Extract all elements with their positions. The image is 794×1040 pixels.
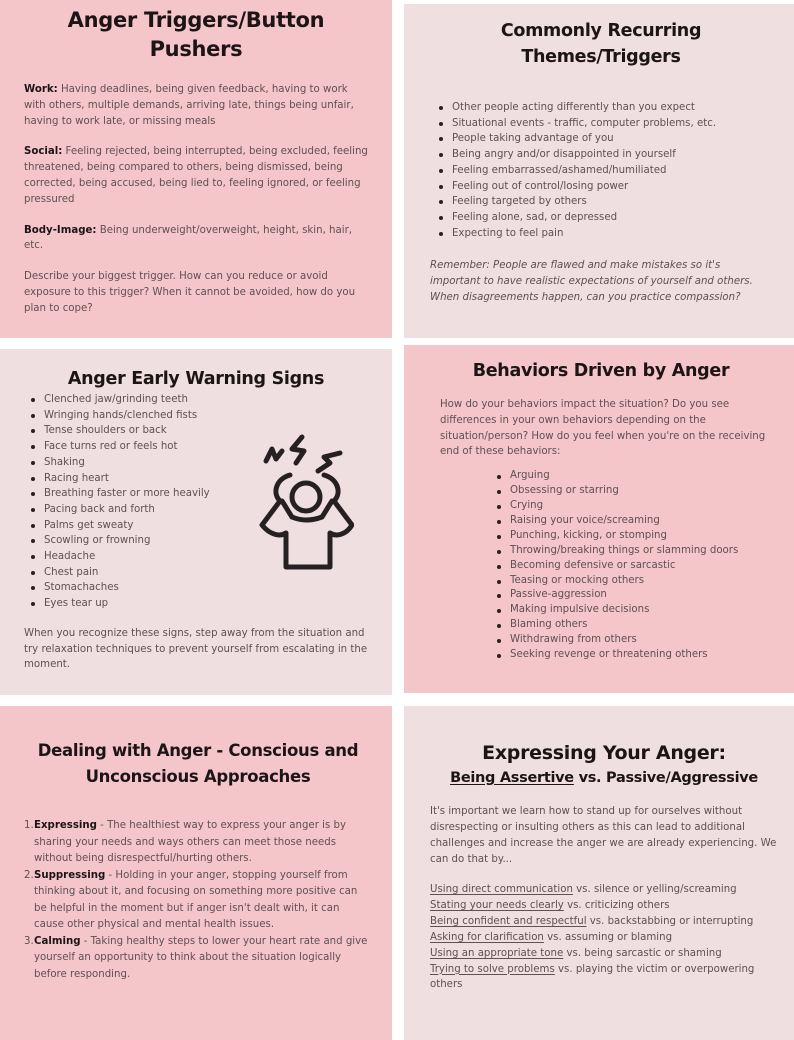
panel-title: Dealing with Anger - Conscious and Unconscious Approaches: [37, 741, 359, 786]
panel-title: Expressing Your Anger:: [482, 742, 726, 764]
assertive-pairs: [430, 882, 778, 993]
panel-expressing-anger: [404, 706, 794, 1040]
list-item: Wringing hands/clenched fists: [28, 408, 368, 424]
list-item: Withdrawing from others: [494, 633, 780, 648]
approach-item: 1. Expressing - The healthiest way to express your anger is by sharing your needs and ways others can meet those needs without being disrespectful/hurting others.: [24, 820, 347, 864]
list-item: Tense shoulders or back: [28, 423, 368, 439]
pair-row: Trying to solve problems vs. playing the victim or overpowering others: [430, 963, 755, 991]
list-item: Punching, kicking, or stomping: [494, 529, 780, 544]
list-item: Stomachaches: [28, 580, 368, 596]
list-item: Being angry and/or disappointed in yourself: [436, 147, 772, 163]
panel-recurring-themes: [404, 4, 794, 338]
trigger-prompt: Describe your biggest trigger. How can you reduce or avoid exposure to this trigger? When it cannot be avoided, how do you plan to cope?: [24, 271, 356, 314]
list-item: Feeling alone, sad, or depressed: [436, 210, 772, 226]
work-triggers: Work: Having deadlines, being given feedback, having to work with others, multiple demands, arriving late, things being unfair, having to work late, or missing meals: [24, 84, 354, 127]
approach-item: 3. Calming - Taking healthy steps to lower your heart rate and give yourself an opportunity to think about the situation logically before responding.: [24, 935, 368, 980]
panel-behaviors: [404, 345, 794, 693]
list-item: Scowling or frowning: [28, 533, 368, 549]
list-item: Feeling targeted by others: [436, 194, 772, 210]
list-item: Feeling out of control/losing power: [436, 179, 772, 195]
list-item: Eyes tear up: [28, 596, 368, 612]
list-item: Passive-aggression: [494, 588, 780, 603]
list-item: Situational events - traffic, computer problems, etc.: [436, 116, 772, 132]
list-item: Racing heart: [28, 471, 368, 487]
panel-dealing-with-anger: [0, 706, 392, 1040]
panel-warning-signs: [0, 349, 392, 695]
list-item: Blaming others: [494, 618, 780, 633]
panel-title: Anger Triggers/Button Pushers: [67, 8, 325, 61]
frustrated-person-icon: [258, 431, 354, 571]
list-item: Making impulsive decisions: [494, 603, 780, 618]
themes-list: [430, 100, 772, 241]
list-item: Crying: [494, 499, 780, 514]
panel-title: Commonly Recurring Themes/Triggers: [500, 21, 702, 67]
list-item: Face turns red or feels hot: [28, 439, 368, 455]
list-item: Feeling embarrassed/ashamed/humiliated: [436, 163, 772, 179]
list-item: Pacing back and forth: [28, 502, 368, 518]
list-item: Throwing/breaking things or slamming doors: [494, 544, 780, 559]
panel-title: Behaviors Driven by Anger: [472, 361, 730, 381]
pair-row: Stating your needs clearly vs. criticizing others: [430, 899, 670, 911]
list-item: People taking advantage of you: [436, 131, 772, 147]
list-item: Seeking revenge or threatening others: [494, 648, 780, 663]
behaviors-list: [440, 469, 780, 663]
list-item: Shaking: [28, 455, 368, 471]
panel-subtitle: Being Assertive vs. Passive/Aggressive: [450, 770, 758, 786]
expressing-intro: It's important we learn how to stand up for ourselves without disrespecting or insulting others as this can lead to additional challenges and increase the anger we are already experiencing. We can do that by...: [430, 806, 777, 865]
list-item: Teasing or mocking others: [494, 574, 780, 589]
warning-footer: When you recognize these signs, step away from the situation and try relaxation techniques to prevent yourself from escalating in the moment.: [24, 627, 368, 671]
social-triggers: Social: Feeling rejected, being interrupted, being excluded, feeling threatened, being compared to others, being dismissed, being corrected, being accused, being lied to, feeling ignored, or feeling pressured: [24, 146, 368, 205]
list-item: Breathing faster or more heavily: [28, 486, 368, 502]
list-item: Raising your voice/screaming: [494, 514, 780, 529]
list-item: Arguing: [494, 469, 780, 484]
pair-row: Using an appropriate tone vs. being sarcastic or shaming: [430, 947, 722, 959]
approaches-list: [24, 818, 372, 983]
pair-row: Being confident and respectful vs. backstabbing or interrupting: [430, 915, 754, 927]
behaviors-intro: How do your behaviors impact the situation? Do you see differences in your own behaviors depending on the situation/person? How do you feel when you're on the receiving end of these behaviors:: [440, 399, 766, 458]
list-item: Becoming defensive or sarcastic: [494, 559, 780, 574]
panel-anger-triggers: [0, 0, 392, 338]
panel-title: Anger Early Warning Signs: [67, 369, 325, 389]
approach-item: 2. Suppressing - Holding in your anger, stopping yourself from thinking about it, and focusing on something more positive can be helpful in the moment but if anger isn't dealt with, it can cause other physical and mental health issues.: [24, 869, 358, 930]
list-item: Headache: [28, 549, 368, 565]
list-item: Chest pain: [28, 565, 368, 581]
body-image-triggers: Body-Image: Being underweight/overweight, height, skin, hair, etc.: [24, 224, 353, 252]
list-item: Palms get sweaty: [28, 518, 368, 534]
list-item: Expecting to feel pain: [436, 226, 772, 242]
list-item: Other people acting differently than you expect: [436, 100, 772, 116]
pair-row: Using direct communication vs. silence or yelling/screaming: [430, 884, 737, 895]
list-item: Clenched jaw/grinding teeth: [28, 392, 368, 408]
remember-note: Remember: People are flawed and make mistakes so it's important to have realistic expectations of yourself and others. When disagreements happen, can you practice compassion?: [430, 260, 753, 303]
list-item: Obsessing or starring: [494, 484, 780, 499]
pair-row: Asking for clarification vs. assuming or blaming: [430, 931, 673, 943]
